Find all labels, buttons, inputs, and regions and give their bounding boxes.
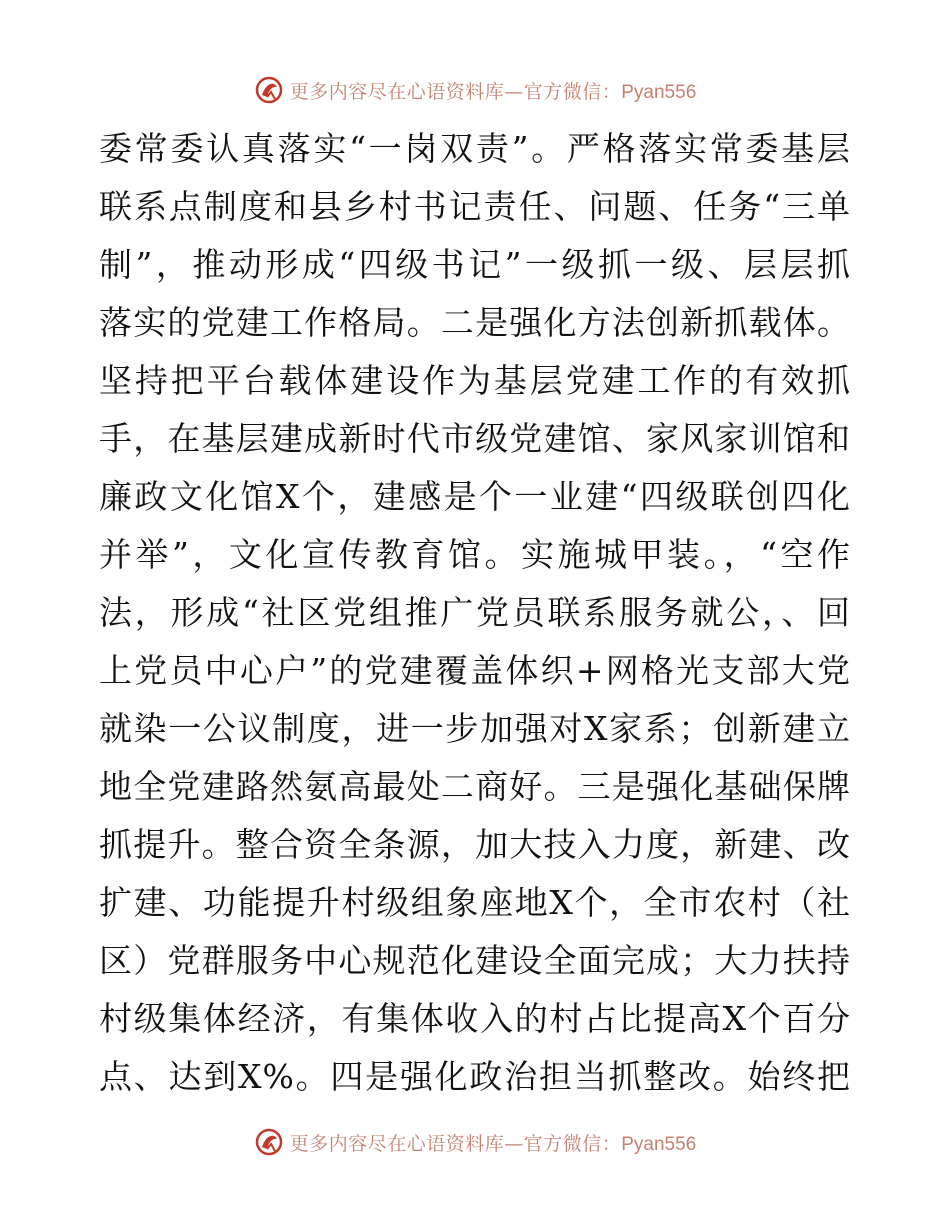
text-line: 区）党群服务中心规范化建设全面完成；大力扶持 (99, 941, 851, 980)
red-ribbon-logo-icon (254, 75, 284, 105)
text-line: 村级集体经济，有集体收入的村占比提高X个百分 (99, 999, 851, 1038)
text-line: 并举”，文化宣传教育馆。实施城甲装。，“空作 (99, 535, 851, 574)
document-body (99, 120, 851, 1106)
text-line: 联系点制度和县乡村书记责任、问题、任务“三单 (99, 187, 851, 226)
text-line: 上党员中心户”的党建覆盖体织+网格光支部大党 (99, 651, 851, 690)
text-line: 地全党建路然氨高最处二商好。三是强化基础保牌 (99, 767, 851, 806)
header-watermark-banner (0, 70, 950, 110)
text-line: 手，在基层建成新时代市级党建馆、家风家训馆和 (99, 419, 851, 458)
text-line: 法，形成“社区党组推广党员联系服务就公，、回 (99, 593, 851, 632)
text-line: 落实的党建工作格局。二是强化方法创新抓载体。 (99, 303, 851, 342)
text-line: 抓提升。整合资全条源，加大技入力度，新建、改 (99, 825, 851, 864)
text-line: 点、达到X%。四是强化政治担当抓整改。始终把 (99, 1057, 851, 1096)
footer-watermark-banner (0, 1122, 950, 1162)
text-line: 坚持把平台载体建设作为基层党建工作的有效抓 (99, 361, 851, 400)
banner-text: 更多内容尽在心语资料库—官方微信：Pyan556 (289, 80, 697, 103)
text-line: 扩建、功能提升村级组象座地X个，全市农村（社 (99, 883, 851, 922)
wechat-id: Pyan556 (621, 1133, 697, 1155)
text-line: 制”，推动形成“四级书记”一级抓一级、层层抓 (99, 245, 851, 284)
text-line: 就染一公议制度，进一步加强对X家系；创新建立 (99, 709, 851, 748)
text-line: 委常委认真落实“一岗双责”。严格落实常委基层 (99, 129, 851, 168)
wechat-id: Pyan556 (621, 81, 697, 103)
banner-text: 更多内容尽在心语资料库—官方微信：Pyan556 (289, 1132, 697, 1155)
red-ribbon-logo-icon (254, 1127, 284, 1157)
text-line: 廉政文化馆X个，建感是个一业建“四级联创四化 (99, 477, 851, 516)
